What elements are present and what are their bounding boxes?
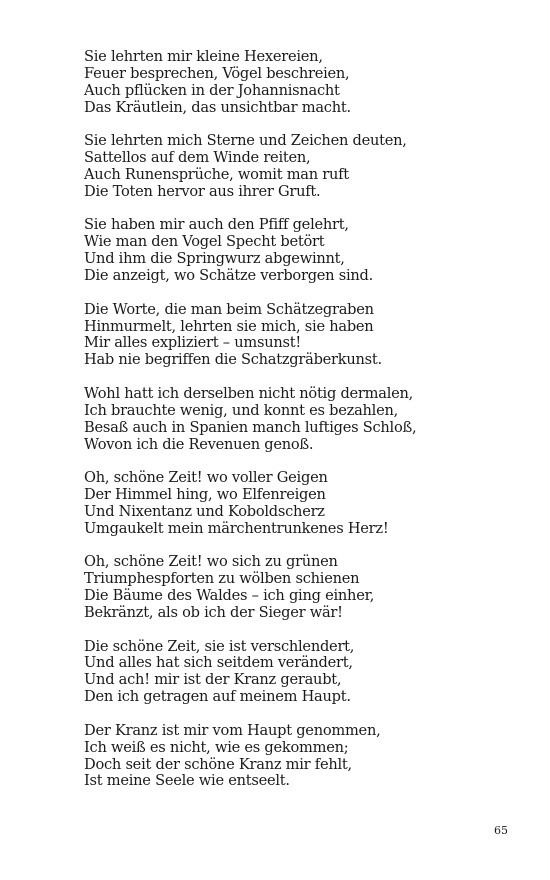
poem-line: Den ich getragen auf meinem Haupt.: [84, 688, 351, 706]
poem-line: Wie man den Vogel Specht betört: [84, 233, 325, 251]
poem-line: Wovon ich die Revenuen genoß.: [84, 435, 314, 453]
poem-line: Der Himmel hing, wo Elfenreigen: [84, 486, 326, 503]
poem-line: Sie lehrten mich Sterne und Zeichen deuten,: [84, 132, 407, 150]
poem-line: Die Toten hervor aus ihrer Gruft.: [84, 182, 321, 200]
poem-line: Triumphespforten zu wölben schienen: [84, 570, 360, 588]
poem-line: Und alles hat sich seitdem verändert,: [84, 654, 353, 672]
poem-line: Ich weiß es nicht, wie es gekommen;: [84, 738, 349, 756]
poem-line: Ich brauchte wenig, und konnt es bezahlen,: [84, 401, 399, 419]
poem-line: Und Nixentanz und Koboldscherz: [84, 502, 325, 520]
stanza: [84, 302, 524, 370]
poem-line: Besaß auch in Spanien manch luftiges Schloß,: [84, 418, 417, 436]
poem-line: Hinmurmelt, lehrten sie mich, sie haben: [84, 317, 374, 335]
poem-line: Und ihm die Springwurz abgewinnt,: [84, 250, 345, 268]
poem-line: Bekränzt, als ob ich der Sieger wär!: [84, 604, 343, 622]
poem-line: Die Bäume des Waldes – ich ging einher,: [84, 587, 375, 605]
stanza: [84, 723, 524, 791]
stanza: [84, 639, 524, 707]
poem-line: Sie lehrten mir kleine Hexereien,: [84, 48, 323, 65]
poem-line: Feuer besprechen, Vögel beschreien,: [84, 64, 350, 82]
poem-line: Wohl hatt ich derselben nicht nötig dermalen,: [84, 384, 414, 402]
poem-line: Der Kranz ist mir vom Haupt genommen,: [84, 721, 381, 739]
poem-line: Mir alles expliziert – umsunst!: [84, 334, 301, 352]
poem-line: Sattellos auf dem Winde reiten,: [84, 149, 311, 167]
stanza: [84, 470, 524, 538]
poem-line: Und ach! mir ist der Kranz geraubt,: [84, 671, 342, 689]
poem-line: Sie haben mir auch den Pfiff gelehrt,: [84, 216, 349, 234]
stanza: [84, 217, 524, 285]
stanza: [84, 133, 524, 201]
poem-line: Ist meine Seele wie entseelt.: [84, 772, 290, 790]
poem-line: Auch Runensprüche, womit man ruft: [84, 166, 349, 184]
poem-line: Doch seit der schöne Kranz mir fehlt,: [84, 755, 352, 773]
poem-line: Oh, schöne Zeit! wo voller Geigen: [84, 469, 328, 487]
poem-line: Oh, schöne Zeit! wo sich zu grünen: [84, 553, 338, 571]
poem-text: [84, 49, 524, 807]
poem-line: Die anzeigt, wo Schätze verborgen sind.: [84, 267, 374, 285]
poem-line: Auch pflücken in der Johannisnacht: [84, 81, 340, 99]
poem-line: Hab nie begriffen die Schatzgräberkunst.: [84, 351, 382, 369]
stanza: [84, 386, 524, 454]
stanza: [84, 49, 524, 117]
poem-line: Das Kräutlein, das unsichtbar macht.: [84, 98, 351, 116]
page-number: 65: [494, 824, 508, 837]
poem-line: Die schöne Zeit, sie ist verschlendert,: [84, 637, 355, 655]
poem-line: Umgaukelt mein märchentrunkenes Herz!: [84, 519, 389, 537]
stanza: [84, 554, 524, 622]
poem-line: Die Worte, die man beim Schätzegraben: [84, 300, 374, 318]
